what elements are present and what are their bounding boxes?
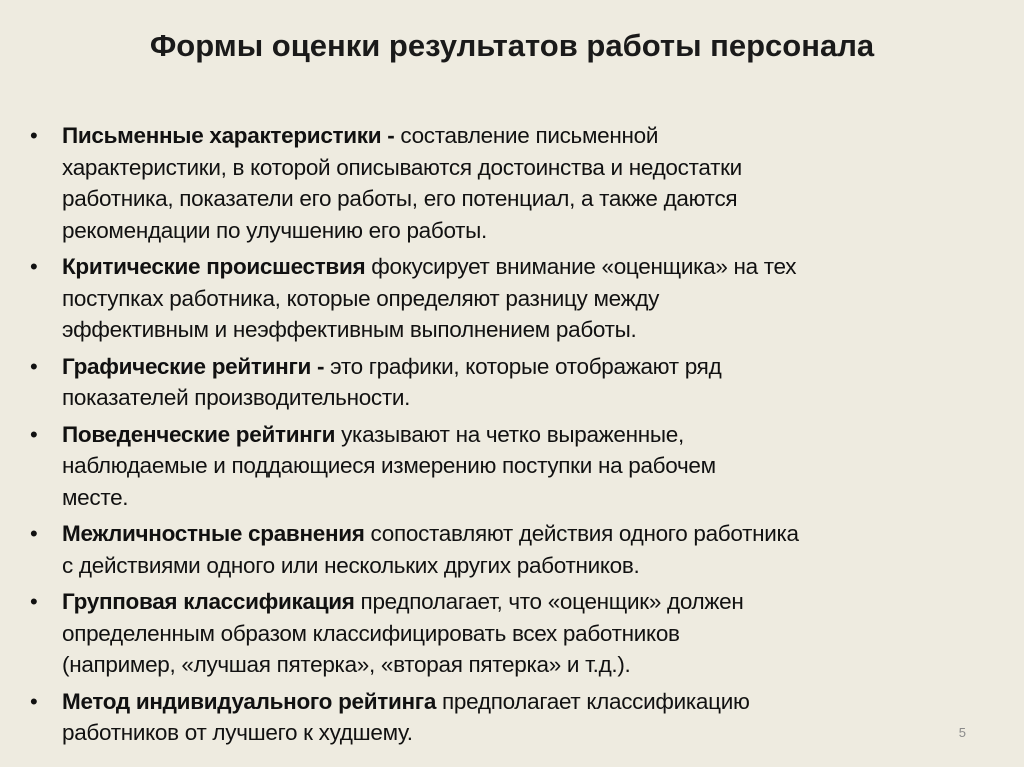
item-line [62,586,1000,618]
item-term: Поведенческие рейтинги [62,421,336,447]
slide-title: Формы оценки результатов работы персонала [149,28,875,63]
item-description: указывают на четко выраженные, [335,421,684,447]
item-line [62,251,1000,283]
item-line [62,686,1000,718]
item-line [62,120,1000,152]
item-line: работника, показатели его работы, его потенциал, а также даются [62,186,738,211]
item-line [62,351,1000,383]
item-line: показателей производительности. [62,385,411,410]
bullet-list [30,120,1000,754]
item-line: определенным образом классифицировать всех работников [62,620,680,646]
item-line: с действиями одного или нескольких других работников. [62,552,640,578]
item-line: поступках работника, которые определяют разницу между [62,285,660,311]
list-item [30,686,1000,749]
item-line [62,518,1000,550]
item-line: месте. [62,484,129,510]
bullet-icon: • [30,254,38,279]
list-item [30,419,1000,514]
item-term: Групповая классификация [62,589,355,614]
bullet-icon: • [30,521,38,546]
item-term: Межличностные сравнения [62,521,365,546]
bullet-icon: • [30,353,38,379]
item-term: Критические происшествия [62,254,366,279]
list-item [30,351,1000,414]
bullet-icon: • [30,123,38,148]
item-term: Метод индивидуального рейтинга [62,688,437,714]
list-item [30,518,1000,581]
list-item [30,586,1000,681]
item-line: работников от лучшего к худшему. [62,720,413,745]
item-description: предполагает, что «оценщик» должен [354,589,744,614]
item-description: сопоставляют действия одного работника [364,521,799,546]
item-description: фокусирует внимание «оценщика» на тех [365,254,797,279]
list-item [30,251,1000,346]
item-term: Графические рейтинги - [62,353,325,379]
page-number: 5 [958,725,966,740]
list-item [30,120,1000,246]
item-term: Письменные характеристики - [62,123,401,148]
item-description: предполагает классификацию [436,688,750,714]
item-line [62,419,1000,451]
item-line: (например, «лучшая пятерка», «вторая пятерка» и т.д.). [62,652,631,677]
bullet-icon: • [30,688,38,714]
item-description: составление письменной [400,123,659,148]
item-line: эффективным и неэффективным выполнением работы. [62,317,637,342]
item-line: характеристики, в которой описываются достоинства и недостатки [62,154,742,180]
item-line: наблюдаемые и поддающиеся измерению поступки на рабочем [62,453,716,478]
item-line: рекомендации по улучшению его работы. [62,217,488,243]
bullet-icon: • [30,421,38,447]
bullet-icon: • [30,589,38,614]
item-description: это графики, которые отображают ряд [324,353,722,379]
